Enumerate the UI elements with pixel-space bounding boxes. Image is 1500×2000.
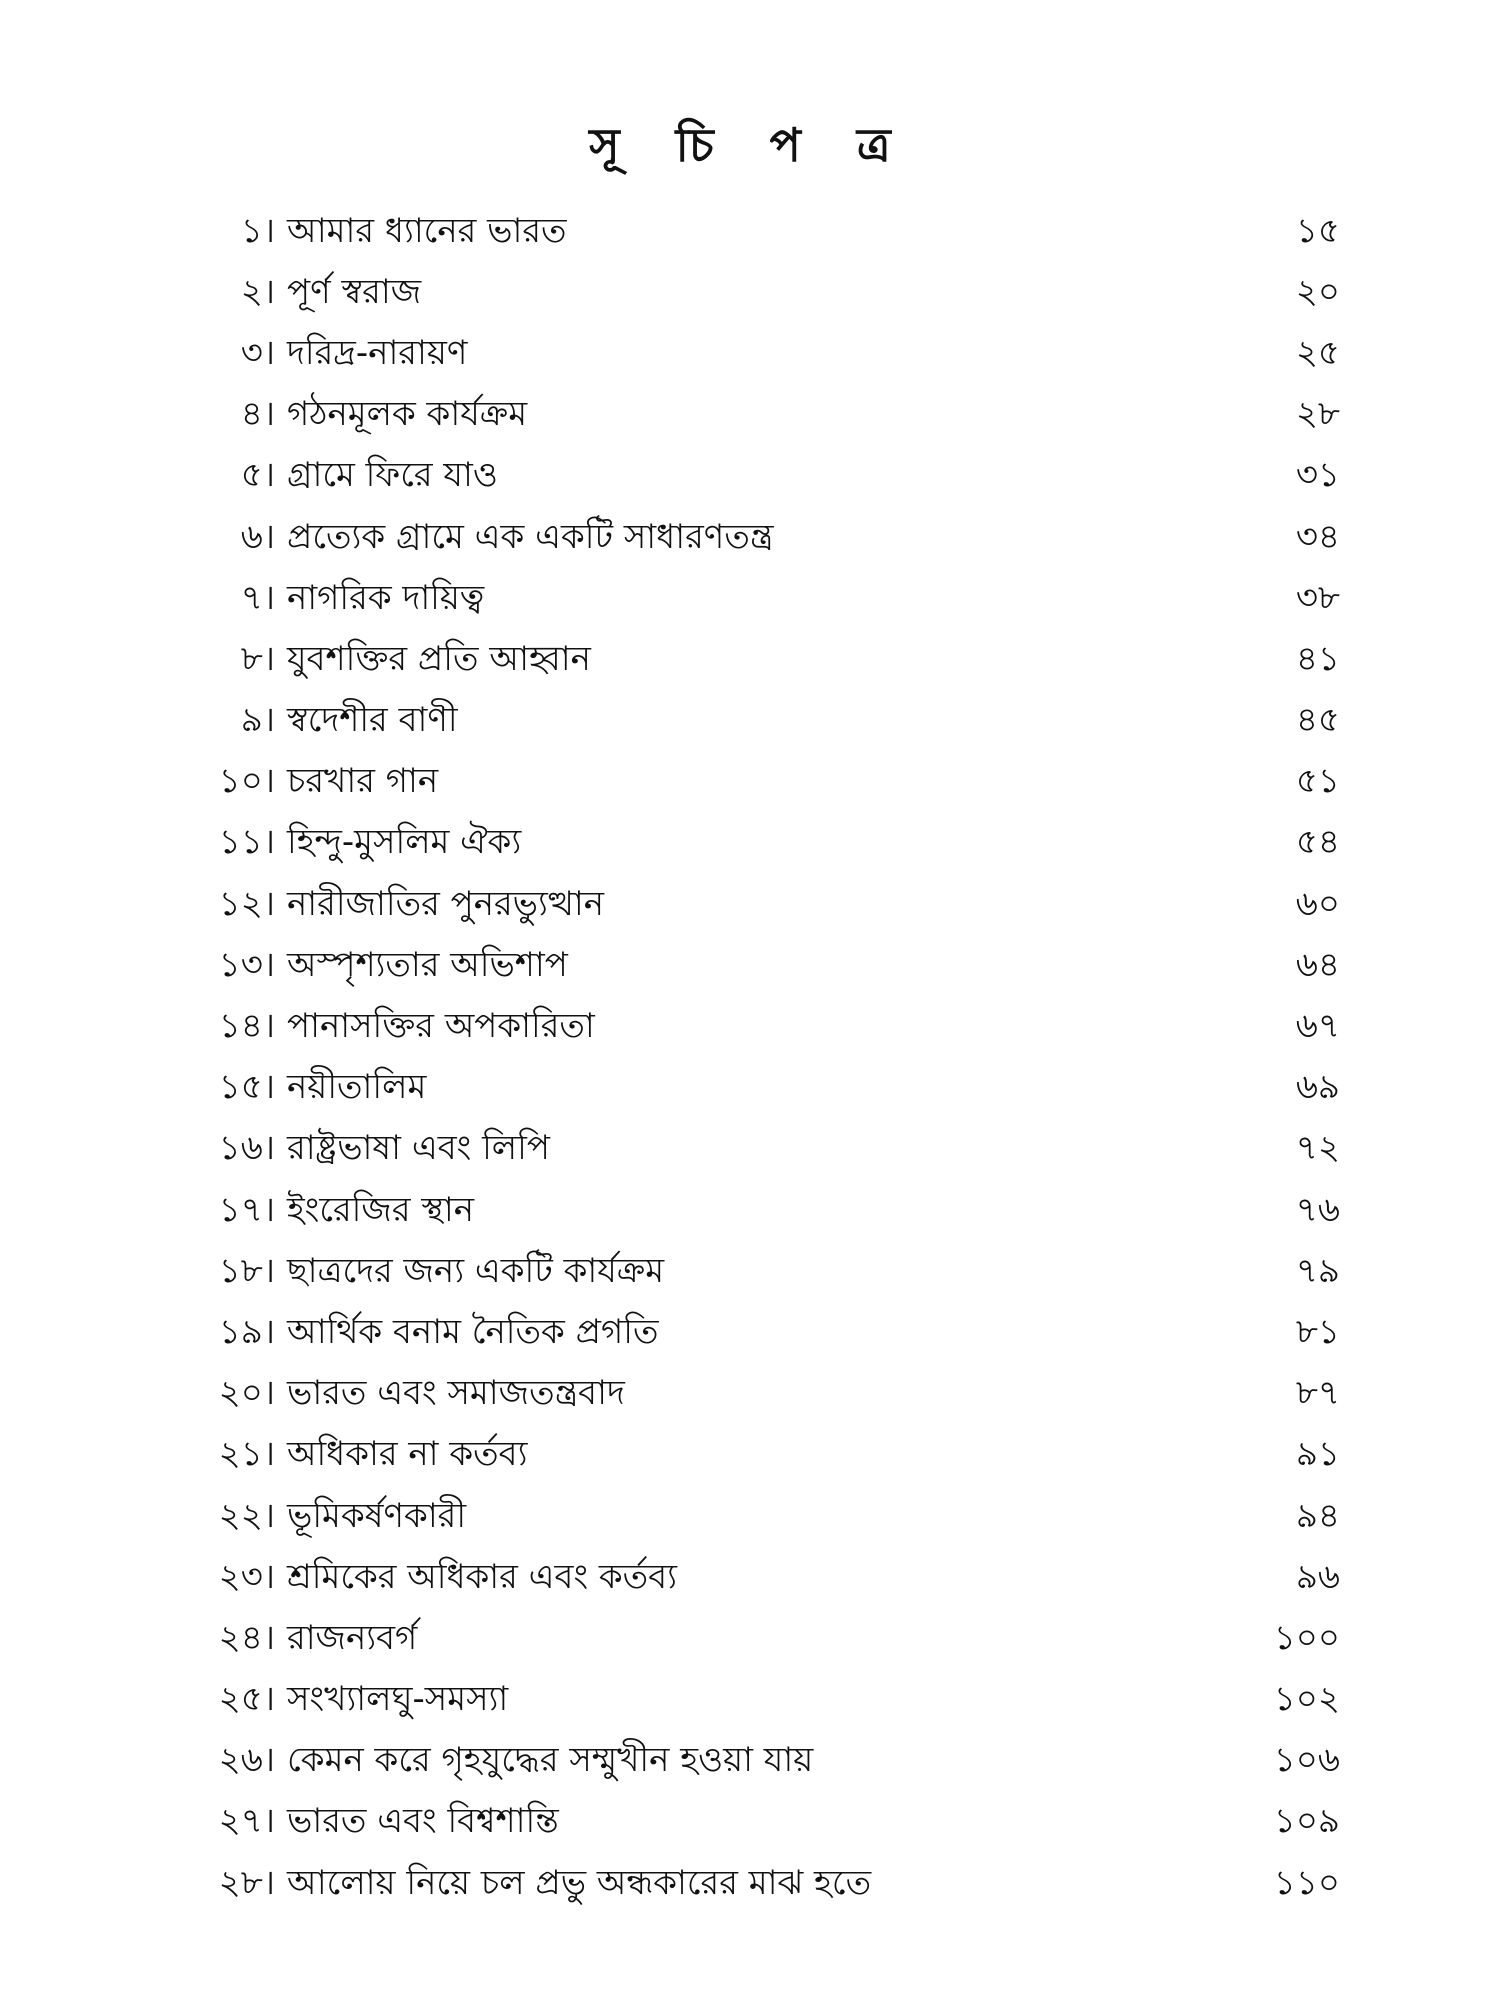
chapter-number: ৮। [240,638,275,679]
chapter-title: রাজন্যবর্গ [287,1617,418,1658]
chapter-title: গ্রামে ফিরে যাও [287,455,498,496]
chapter-number: ১৫। [218,1067,275,1108]
chapter-title: নাগরিক দায়িত্ব [287,577,485,618]
toc-row-6 [180,506,1340,567]
toc-row-24 [180,1607,1340,1668]
chapter-number: ১৮। [218,1250,275,1291]
toc-row-16 [180,1118,1340,1179]
page-number: ১০২ [1273,1679,1340,1720]
chapter-number: ১৪। [218,1006,275,1047]
toc-row-3 [180,322,1340,383]
chapter-number: ২২। [218,1495,275,1536]
page-number: ১০৬ [1273,1740,1340,1781]
toc-row-12 [180,873,1340,934]
toc-row-15 [180,1057,1340,1118]
toc-row-21 [180,1424,1340,1485]
page-number: ৬০ [1295,883,1340,924]
chapter-title: রাষ্ট্রভাষা এবং লিপি [287,1128,550,1169]
page-number: ৪১ [1295,638,1340,679]
page-number: ৯৪ [1295,1495,1340,1536]
table-of-contents [180,200,1340,1913]
chapter-number: ৪। [240,394,275,435]
toc-row-26 [180,1730,1340,1791]
chapter-number: ১৯। [218,1311,275,1352]
page-number: ২৫ [1295,332,1340,373]
page-number: ২০ [1295,271,1340,312]
chapter-title: ভূমিকর্ষণকারী [287,1495,467,1536]
chapter-title: দরিদ্র-নারায়ণ [287,332,468,373]
chapter-number: ২০। [218,1373,275,1414]
chapter-number: ১২। [218,883,275,924]
chapter-title: পানাসক্তির অপকারিতা [287,1006,595,1047]
toc-row-5 [180,445,1340,506]
page-number: ১০০ [1273,1617,1340,1658]
chapter-title: আমার ধ্যানের ভারত [287,210,567,251]
toc-row-11 [180,812,1340,873]
page-number: ১১০ [1273,1862,1340,1903]
toc-row-23 [180,1546,1340,1607]
toc-row-28 [180,1852,1340,1913]
page-number: ৭২ [1295,1128,1340,1169]
chapter-number: ২। [240,271,275,312]
chapter-title: আর্থিক বনাম নৈতিক প্রগতি [287,1311,659,1352]
chapter-number: ১। [240,210,275,251]
page-number: ৩৮ [1295,577,1340,618]
chapter-number: ৫। [240,455,275,496]
chapter-number: ১০। [218,761,275,802]
chapter-title: ছাত্রদের জন্য একটি কার্যক্রম [287,1250,665,1291]
toc-row-7 [180,567,1340,628]
toc-row-18 [180,1240,1340,1301]
page-number: ৬৪ [1295,944,1340,985]
toc-row-1 [180,200,1340,261]
toc-row-27 [180,1791,1340,1852]
chapter-title: আলোয় নিয়ে চল প্রভু অন্ধকারের মাঝ হতে [287,1862,872,1903]
chapter-number: ১৬। [218,1128,275,1169]
page-number: ৭৯ [1295,1250,1340,1291]
page-number: ৩১ [1295,455,1340,496]
chapter-title: গঠনমূলক কার্যক্রম [287,394,528,435]
chapter-title: যুবশক্তির প্রতি আহ্বান [287,638,591,679]
toc-row-2 [180,261,1340,322]
chapter-title: অস্পৃশ্যতার অভিশাপ [287,944,568,985]
chapter-number: ১৩। [218,944,275,985]
toc-row-22 [180,1485,1340,1546]
toc-row-9 [180,690,1340,751]
page-number: ৬৯ [1295,1067,1340,1108]
chapter-number: ১১। [218,822,275,863]
chapter-number: ২৩। [218,1556,275,1597]
chapter-title: পূর্ণ স্বরাজ [287,271,422,312]
chapter-title: অধিকার না কর্তব্য [287,1434,528,1475]
page-number: ৪৫ [1295,700,1340,741]
chapter-title: ভারত এবং সমাজতন্ত্রবাদ [287,1373,625,1414]
chapter-title: নয়ীতালিম [287,1067,427,1108]
chapter-title: ইংরেজির স্থান [287,1189,474,1230]
chapter-number: ২৫। [218,1679,275,1720]
chapter-number: ২৬। [218,1740,275,1781]
chapter-title: প্রত্যেক গ্রামে এক একটি সাধারণতন্ত্র [287,516,774,557]
page-number: ৯১ [1295,1434,1340,1475]
chapter-number: ৯। [240,700,275,741]
toc-row-20 [180,1363,1340,1424]
page-number: ৭৬ [1295,1189,1340,1230]
chapter-number: ৭। [240,577,275,618]
page-number: ৫১ [1295,761,1340,802]
page-number: ১০৯ [1273,1801,1340,1842]
page-number: ৮১ [1295,1311,1340,1352]
toc-row-17 [180,1179,1340,1240]
chapter-title: হিন্দু-মুসলিম ঐক্য [287,822,522,863]
chapter-number: ৩। [240,332,275,373]
chapter-number: ২১। [218,1434,275,1475]
chapter-title: কেমন করে গৃহযুদ্ধের সম্মুখীন হওয়া যায় [287,1740,814,1781]
toc-row-13 [180,934,1340,995]
page-number: ৮৭ [1295,1373,1340,1414]
toc-row-25 [180,1669,1340,1730]
chapter-number: ৬। [240,516,275,557]
page-number: ৬৭ [1295,1006,1340,1047]
toc-row-14 [180,995,1340,1056]
toc-row-8 [180,628,1340,689]
chapter-title: স্বদেশীর বাণী [287,700,458,741]
chapter-number: ২৪। [218,1617,275,1658]
chapter-number: ১৭। [218,1189,275,1230]
chapter-number: ২৮। [218,1862,275,1903]
chapter-title: শ্রমিকের অধিকার এবং কর্তব্য [287,1556,677,1597]
page-number: ৯৬ [1295,1556,1340,1597]
page-number: ৫৪ [1295,822,1340,863]
toc-row-10 [180,751,1340,812]
toc-row-4 [180,384,1340,445]
chapter-title: ভারত এবং বিশ্বশান্তি [287,1801,559,1842]
page-number: ১৫ [1295,210,1340,251]
page-number: ২৮ [1295,394,1340,435]
chapter-title: চরখার গান [287,761,439,802]
chapter-title: সংখ্যালঘু-সমস্যা [287,1679,509,1720]
toc-row-19 [180,1301,1340,1362]
page-title: সূ চি প ত্র [589,118,911,172]
chapter-title: নারীজাতির পুনরভ্যুত্থান [287,883,605,924]
page-number: ৩৪ [1295,516,1340,557]
chapter-number: ২৭। [218,1801,275,1842]
